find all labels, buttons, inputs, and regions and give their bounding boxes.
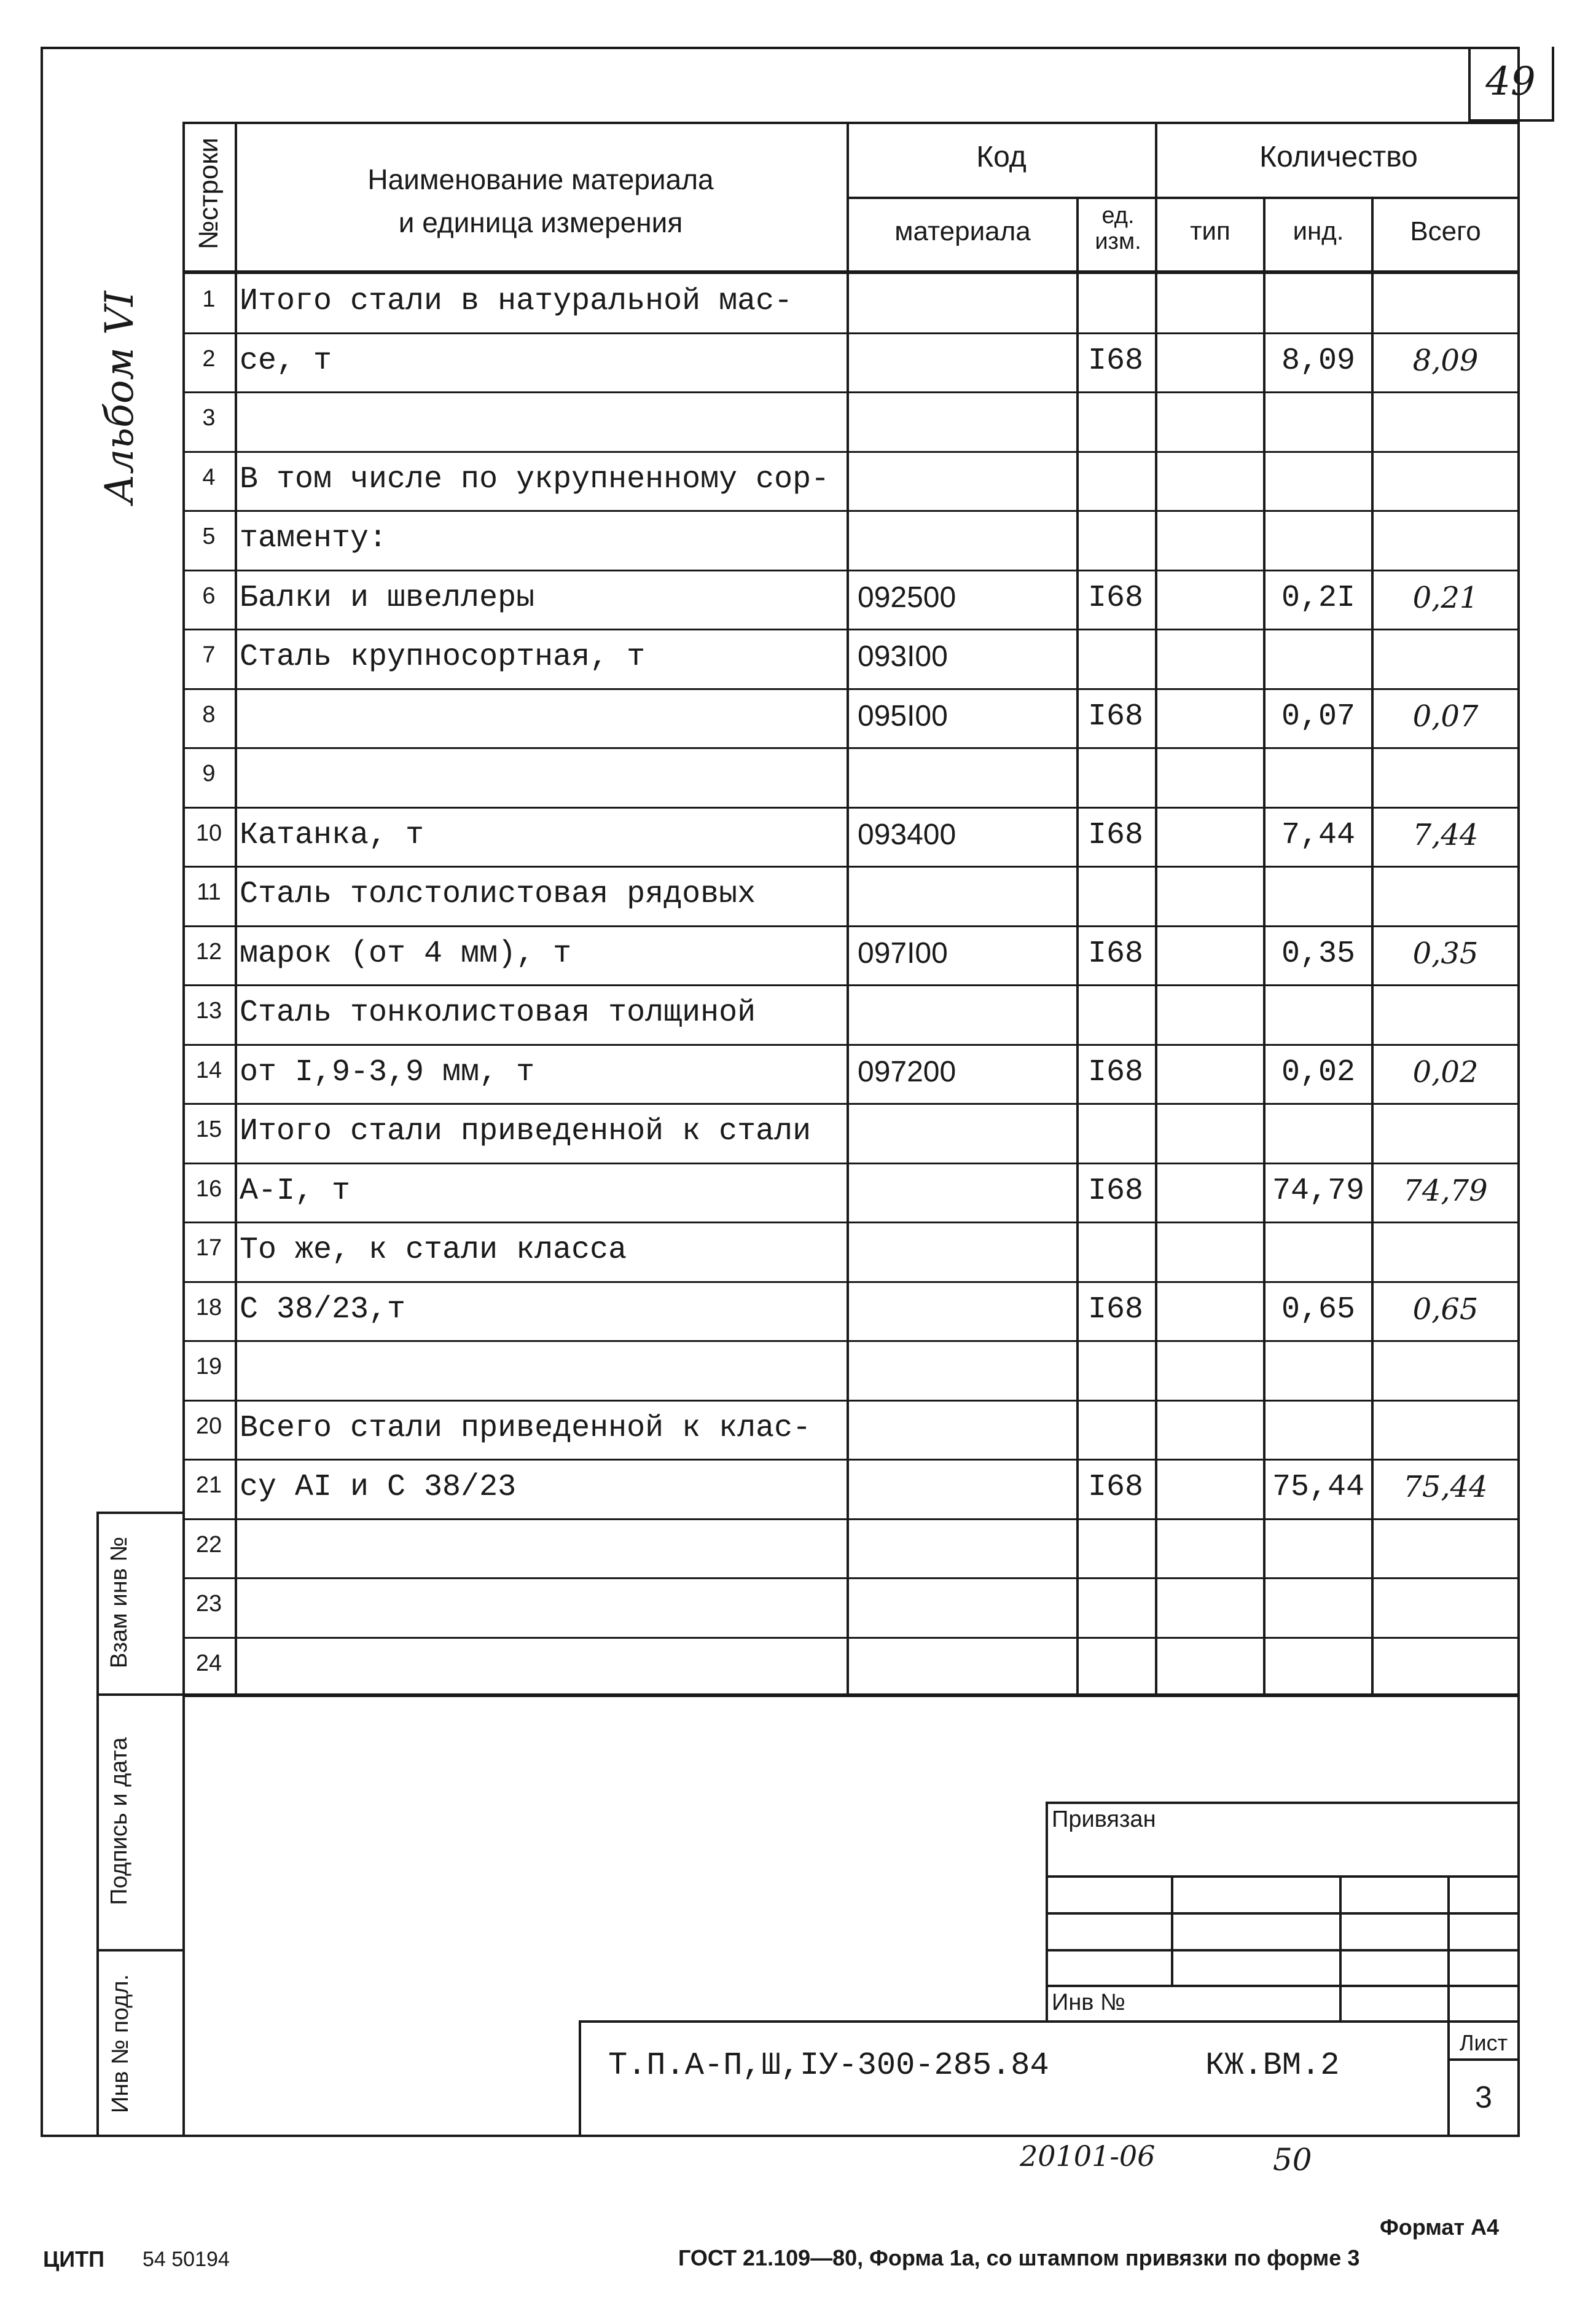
header-qty-group: Количество	[1259, 141, 1418, 173]
side-label-podpis: Подпись и дата	[106, 1737, 132, 1905]
cell-total: 0,07	[1412, 699, 1479, 734]
row-divider	[182, 1518, 1520, 1520]
cell-name: се, т	[240, 343, 332, 379]
stamp-sheet-number: 3	[1475, 2080, 1492, 2114]
cell-n: 14	[195, 1057, 222, 1083]
cell-n: 23	[195, 1591, 222, 1617]
header-name-line1: Наименование материала	[367, 163, 714, 195]
row-divider	[182, 510, 1520, 512]
row-divider	[182, 807, 1520, 809]
cell-name: су АI и С 38/23	[240, 1470, 517, 1505]
row-divider	[182, 1340, 1520, 1342]
cell-n: 12	[195, 938, 222, 965]
header-row-number: №строки	[194, 137, 224, 250]
row-divider	[182, 451, 1520, 453]
side-label-vzam: Взам инв №	[106, 1536, 132, 1669]
header-code-material: материала	[894, 216, 1031, 246]
side-label-inv-podl: Инв № подл.	[108, 1974, 133, 2114]
footer-format: Формат А4	[1380, 2214, 1500, 2240]
cell-n: 4	[202, 464, 216, 490]
cell-n: 13	[195, 998, 222, 1024]
row-divider	[182, 332, 1520, 334]
row-divider	[182, 1459, 1520, 1461]
cell-total: 8,09	[1412, 343, 1479, 378]
cell-code: 092500	[858, 581, 956, 614]
cell-n: 15	[195, 1116, 222, 1142]
row-divider	[182, 1400, 1520, 1402]
cell-ind: 0,02	[1281, 1054, 1356, 1090]
cell-n: 1	[202, 286, 216, 312]
header-qty-total: Всего	[1410, 216, 1481, 246]
footer-org: ЦИТП	[43, 2246, 105, 2272]
cell-n: 16	[195, 1175, 222, 1202]
cell-code: 097200	[858, 1055, 956, 1088]
cell-total: 0,21	[1412, 580, 1479, 615]
cell-unit: I68	[1087, 580, 1143, 616]
row-divider	[182, 866, 1520, 868]
page-number: 49	[1485, 59, 1536, 104]
cell-unit: I68	[1087, 817, 1143, 853]
cell-total: 75,44	[1403, 1470, 1488, 1504]
cell-n: 22	[195, 1531, 222, 1558]
cell-n: 2	[202, 345, 216, 372]
cell-unit: I68	[1087, 1292, 1143, 1327]
cell-n: 9	[202, 761, 216, 786]
cell-name: Итого стали в натуральной мас-	[240, 284, 793, 319]
header-qty-type: тип	[1190, 216, 1230, 245]
cell-n: 5	[202, 524, 216, 549]
row-divider	[182, 570, 1520, 571]
cell-name: Катанка, т	[240, 817, 424, 853]
row-divider	[182, 1577, 1520, 1579]
cell-n: 10	[195, 820, 222, 846]
cell-unit: I68	[1087, 1470, 1143, 1505]
cell-ind: 74,79	[1272, 1173, 1365, 1209]
cell-unit: I68	[1087, 343, 1143, 379]
cell-n: 11	[197, 879, 221, 905]
cell-total: 0,65	[1412, 1292, 1479, 1327]
cell-ind: 0,35	[1281, 936, 1356, 971]
footer-order-number: 54 50194	[143, 2248, 230, 2271]
cell-name: Сталь крупносортная, т	[240, 640, 646, 675]
row-divider	[182, 629, 1520, 630]
row-divider	[182, 688, 1520, 690]
cell-name: Итого стали приведенной к стали	[240, 1114, 812, 1149]
row-divider	[182, 1044, 1520, 1046]
cell-name: Балки и швеллеры	[240, 580, 535, 616]
header-qty-ind: инд.	[1293, 216, 1344, 245]
cell-n: 3	[202, 405, 216, 431]
cell-ind: 0,2I	[1281, 580, 1356, 616]
header-code-unit: ед. изм.	[1095, 203, 1141, 254]
cell-name: марок (от 4 мм), т	[240, 936, 572, 971]
header-code-group: Код	[976, 141, 1027, 173]
row-divider	[182, 1163, 1520, 1164]
stamp-document-code: Т.П.А-П,Ш,IУ-300-285.84	[608, 2047, 1049, 2084]
cell-code: 097I00	[858, 936, 948, 970]
row-divider	[182, 1281, 1520, 1283]
cell-unit: I68	[1087, 1173, 1143, 1209]
cell-n: 6	[202, 582, 216, 609]
row-divider	[182, 747, 1520, 749]
cell-total: 74,79	[1403, 1173, 1488, 1208]
cell-n: 21	[195, 1472, 222, 1498]
album-label: Альбом VI	[97, 291, 143, 504]
cell-ind: 7,44	[1281, 817, 1356, 853]
archive-number: 20101-06	[1020, 2140, 1156, 2173]
cell-n: 7	[202, 642, 216, 668]
cell-total: 0,02	[1412, 1054, 1479, 1089]
cell-n: 8	[202, 701, 216, 728]
cell-name: Сталь тонколистовая толщиной	[240, 995, 756, 1030]
cell-code: 095I00	[858, 699, 948, 732]
row-divider	[182, 984, 1520, 986]
row-divider	[182, 1222, 1520, 1223]
footer-gost: ГОСТ 21.109—80, Форма 1а, со штампом привязки по форме 3	[678, 2245, 1360, 2270]
row-divider	[182, 1103, 1520, 1105]
cell-unit: I68	[1087, 936, 1143, 971]
cell-ind: 8,09	[1281, 343, 1356, 379]
cell-name: А-I, т	[240, 1173, 351, 1209]
cell-ind: 0,07	[1281, 699, 1356, 734]
cell-name: С 38/23,т	[240, 1292, 406, 1327]
row-divider	[182, 925, 1520, 927]
stamp-privyazan-label: Привязан	[1052, 1806, 1156, 1832]
cell-n: 20	[195, 1413, 222, 1439]
stamp-sheet-label: Лист	[1459, 2030, 1508, 2055]
row-divider	[182, 391, 1520, 393]
cell-unit: I68	[1087, 1054, 1143, 1090]
cell-unit: I68	[1087, 699, 1143, 734]
cell-name: Сталь толстолистовая рядовых	[240, 877, 756, 912]
cell-code: 093400	[858, 818, 956, 851]
cell-name: таменту:	[240, 521, 388, 556]
stamp-inv-no-label: Инв №	[1052, 1990, 1125, 2015]
cell-name: Всего стали приведенной к клас-	[240, 1410, 812, 1446]
cell-name: В том числе по укрупненному сор-	[240, 461, 830, 497]
cell-total: 7,44	[1412, 817, 1479, 852]
archive-page: 50	[1273, 2142, 1312, 2178]
cell-n: 19	[195, 1354, 222, 1379]
stamp-document-mark: КЖ.ВМ.2	[1205, 2047, 1340, 2084]
cell-n: 18	[195, 1294, 222, 1320]
cell-n: 17	[195, 1235, 222, 1261]
cell-n: 24	[195, 1650, 222, 1676]
cell-name: от I,9-3,9 мм, т	[240, 1054, 535, 1090]
cell-name: То же, к стали класса	[240, 1233, 627, 1268]
cell-ind: 0,65	[1281, 1292, 1356, 1327]
cell-code: 093I00	[858, 640, 948, 673]
cell-total: 0,35	[1412, 936, 1479, 971]
cell-ind: 75,44	[1272, 1470, 1365, 1505]
row-divider	[182, 1637, 1520, 1639]
header-name-line2: и единица измерения	[398, 206, 683, 238]
